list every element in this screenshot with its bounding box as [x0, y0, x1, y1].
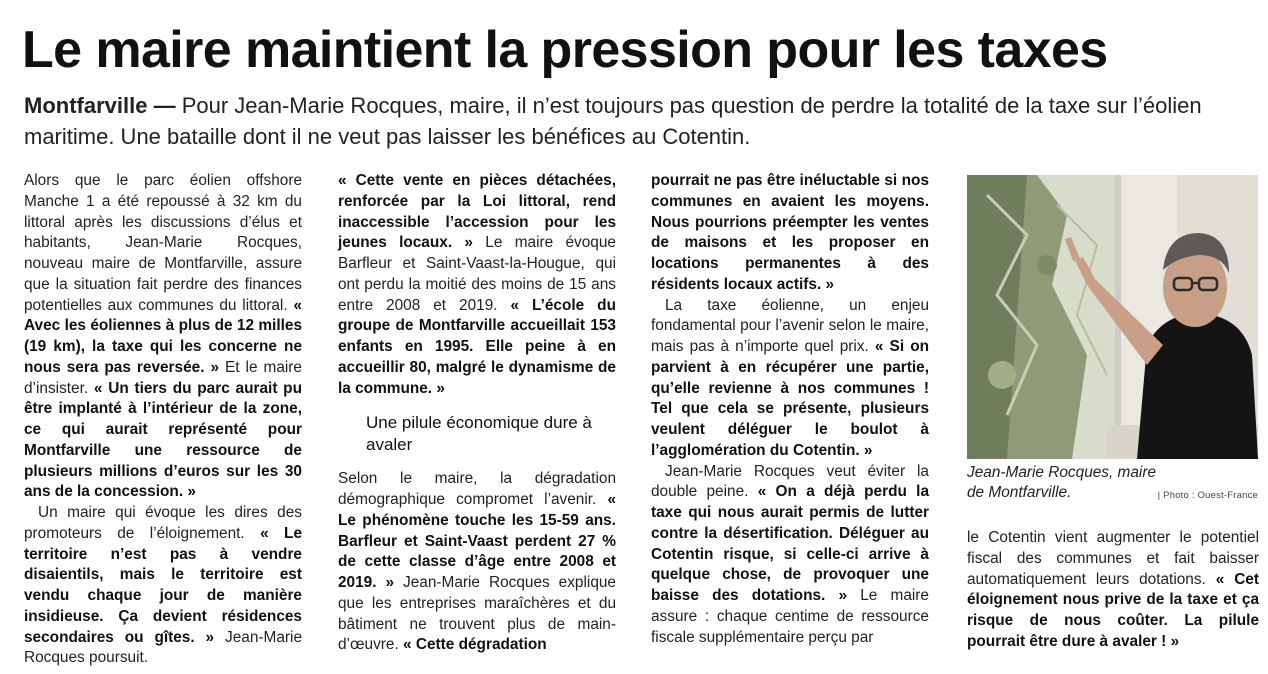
- headline: Le maire maintient la pression pour les taxes: [22, 21, 1108, 79]
- quote-text: « Un tiers du parc aurait pu être implanté à l’intérieur de la zone, ce qui aurait représenté pour Montfarville une ressource de plusieurs millions d’euros sur les 30 ans de la concession. »: [24, 379, 302, 501]
- body-text: Le maire évoque Barfleur et Saint-Vaast-la-Hougue, qui ont perdu la moitié des moins de 15 ans entre 2008 et 2019.: [338, 234, 616, 314]
- paragraph: [651, 171, 929, 296]
- dateline: Montfarville —: [24, 93, 176, 118]
- photo-credit: | Photo : Ouest-France: [1157, 490, 1258, 501]
- body-text: Jean-Marie Rocques poursuit.: [24, 628, 302, 667]
- article-column-3: [651, 171, 929, 648]
- article-column-2: [338, 171, 616, 656]
- body-text: La taxe éolienne, un enjeu fondamental pour l’avenir selon le maire, mais pas à n’importe quel prix.: [651, 296, 929, 355]
- article-column-1: [24, 171, 302, 669]
- quote-text: « L’école du groupe de Montfarville accueillait 153 enfants en 1995. Elle peine à en accueillir 80, malgré le dynamisme de la commune. »: [338, 296, 616, 397]
- paragraph: [338, 469, 616, 656]
- photo-illustration: [967, 175, 1258, 459]
- intro-text: Pour Jean-Marie Rocques, maire, il n’est toujours pas question de perdre la totalité de la taxe sur l’éolien maritime. Une bataille dont il ne veut pas laisser les bénéfices au Cotentin.: [24, 93, 1202, 149]
- paragraph: [967, 528, 1259, 653]
- caption-line: de Montfarville.: [967, 484, 1072, 501]
- paragraph: [24, 503, 302, 669]
- body-text: Un maire qui évoque les dires des promoteurs de l’éloignement.: [24, 504, 302, 542]
- body-text: Alors que le parc éolien offshore Manche 1 a été repoussé à 32 km du littoral après les discussions d’élus et habitants, Jean-Marie Rocques, nouveau maire de Montfarville, assure que la situation fait perdre des finances potentielles aux communes du littoral.: [24, 172, 302, 314]
- body-text: Jean-Marie Rocques explique que les entreprises maraîchères et du bâtiment ne trouvent plus de main-d’œuvre.: [338, 574, 616, 654]
- caption-line: Jean-Marie Rocques, maire: [967, 464, 1157, 481]
- quote-text: « Cette dégradation: [403, 636, 547, 654]
- quote-text: « Cette vente en pièces détachées, renforcée par la Loi littoral, rend inaccessible l’accession pour les jeunes locaux. »: [338, 172, 616, 252]
- body-text: Jean-Marie Rocques veut éviter la double peine.: [651, 462, 929, 501]
- article-column-4: [967, 528, 1259, 653]
- subheading: Une pilule économique dure à avaler: [366, 413, 592, 455]
- quote-text: « Le territoire n’est pas à vendre disaientils, mais le territoire est vendu chaque jour de manière insidieuse. Ça devient résidences secondaires ou gîtes. »: [24, 524, 302, 646]
- quote-text: « Si on parvient à en récupérer une partie, qu’elle revienne à nos communes ! Tel que cela se présente, plusieurs veulent déléguer le boulot à l’agglomération du Cotentin. »: [651, 338, 929, 459]
- body-text: le Cotentin vient augmenter le potentiel fiscal des communes et fait baisser automatiquement leurs dotations.: [967, 529, 1259, 588]
- paragraph: [338, 171, 616, 399]
- quote-text: « On a déjà perdu la taxe qui nous aurait permis de lutter contre la désertification. Déléguer au Cotentin risque, si celle-ci arrive à quelque chose, de provoquer une baisse des dotations. »: [651, 483, 929, 604]
- paragraph: [651, 462, 929, 649]
- body-text: Selon le maire, la dégradation démographique compromet l’avenir.: [338, 470, 616, 508]
- quote-text: « Avec les éoliennes à plus de 12 milles (19 km), la taxe qui les concerne ne nous sera pas reversée. »: [24, 296, 302, 376]
- quote-text: « Le phénomène touche les 15-59 ans. Barfleur et Saint-Vaast perdent 27 % de cette classe d’âge entre 2008 et 2019. »: [338, 491, 616, 591]
- article-photo: [967, 175, 1258, 459]
- intro-paragraph: [24, 90, 1254, 152]
- paragraph: [24, 171, 302, 503]
- quote-text: « Cet éloignement nous prive de la taxe et ça risque de nous coûter. La pilule pourrait être dure à avaler ! »: [967, 570, 1259, 650]
- paragraph: [651, 296, 929, 462]
- body-text: Et le maire d’insister.: [24, 358, 302, 397]
- quote-text: pourrait ne pas être inéluctable si nos communes en avaient les moyens. Nous pourrions préempter les ventes de maisons et les proposer en locations permanentes à des résidents locaux actifs. »: [651, 172, 929, 293]
- body-text: Le maire assure : chaque centime de ressource fiscale supplémentaire perçu par: [651, 587, 929, 646]
